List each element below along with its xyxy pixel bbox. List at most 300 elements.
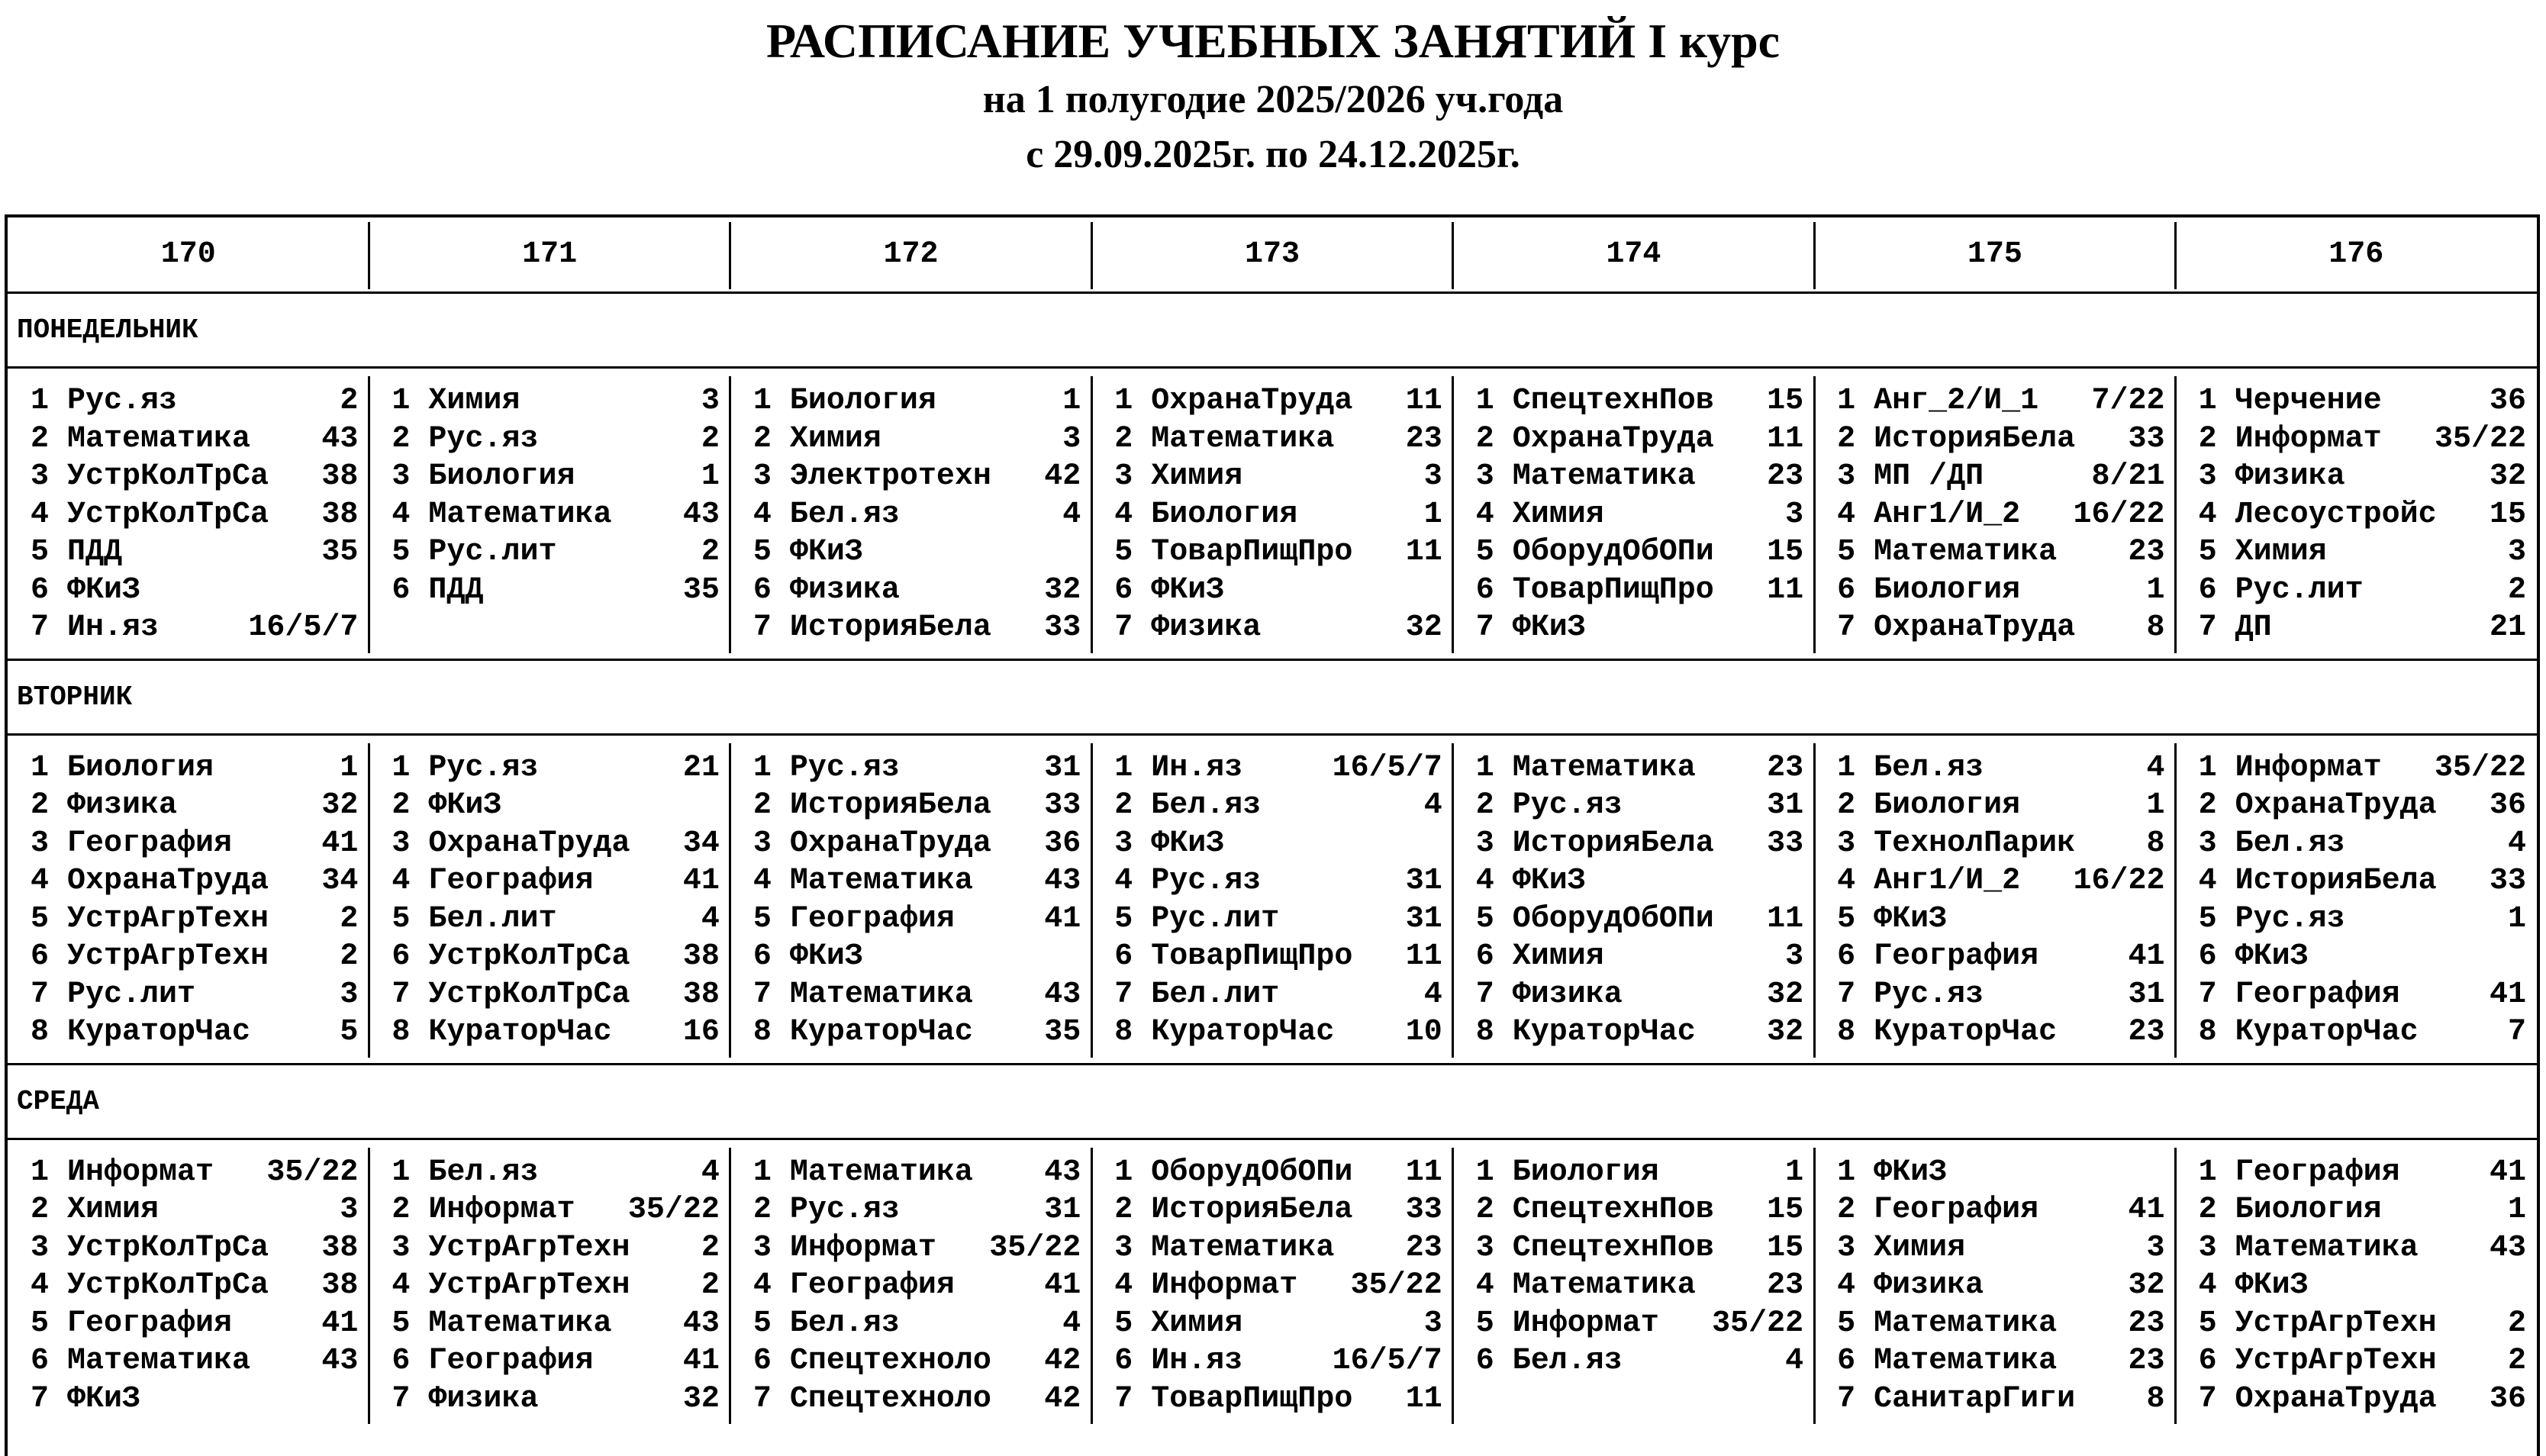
lesson-subject: ОхранаТруда bbox=[1512, 421, 1714, 456]
lesson-number: 4 bbox=[2198, 864, 2217, 898]
lesson-row bbox=[2199, 533, 2526, 572]
lesson-row bbox=[1114, 496, 1442, 534]
group-day-cell bbox=[2176, 1154, 2537, 1419]
lesson-subject: Информат bbox=[2235, 421, 2382, 456]
lesson-subject: ФКиЗ bbox=[428, 788, 502, 823]
lesson-row bbox=[31, 382, 358, 420]
lesson-room: 4 bbox=[1423, 977, 1442, 1012]
lesson-number: 8 bbox=[1475, 1015, 1494, 1049]
lesson-number: 7 bbox=[2198, 1381, 2217, 1416]
lesson-room: 2 bbox=[701, 421, 720, 456]
lesson-number: 5 bbox=[2198, 901, 2217, 936]
schedule-period: на 1 полугодие 2025/2026 уч.года bbox=[982, 78, 1564, 121]
column-divider bbox=[1091, 1148, 1093, 1425]
lesson-subject: Информат bbox=[67, 1155, 214, 1190]
lesson-room: 15 bbox=[1767, 535, 1804, 569]
lesson-room: 11 bbox=[1767, 572, 1804, 607]
lesson-subject: География bbox=[1874, 939, 2039, 974]
lesson-row bbox=[392, 938, 719, 976]
lesson-room: 23 bbox=[1405, 1230, 1442, 1265]
lesson-subject: Бел.яз bbox=[789, 1306, 900, 1341]
lesson-subject: География bbox=[1874, 1193, 2039, 1227]
column-divider bbox=[368, 376, 370, 653]
lesson-room: 3 bbox=[1785, 939, 1804, 974]
lesson-number: 2 bbox=[1837, 788, 1856, 823]
lesson-subject: Математика bbox=[1512, 459, 1696, 494]
lesson-row bbox=[392, 420, 719, 459]
lesson-number: 5 bbox=[31, 901, 50, 936]
lesson-number: 5 bbox=[1114, 535, 1133, 569]
lesson-subject: Математика bbox=[1151, 421, 1335, 456]
lesson-subject: Физика bbox=[2235, 459, 2345, 494]
lesson-subject: Химия bbox=[1874, 1230, 1966, 1265]
lesson-row bbox=[31, 862, 358, 900]
lesson-subject: ТехнолПарик bbox=[1874, 826, 2076, 861]
lesson-number: 3 bbox=[1837, 459, 1856, 494]
lesson-row bbox=[1114, 976, 1442, 1014]
lesson-number: 3 bbox=[31, 1230, 50, 1265]
group-day-cell bbox=[1453, 1154, 1814, 1380]
day-header-row bbox=[8, 661, 2537, 736]
lesson-number: 7 bbox=[1837, 1381, 1856, 1416]
lesson-row bbox=[2199, 1154, 2526, 1192]
lesson-number: 3 bbox=[753, 1230, 772, 1265]
lesson-subject: География bbox=[789, 1268, 955, 1303]
lesson-room: 35 bbox=[682, 572, 720, 607]
lesson-room: 2 bbox=[701, 535, 720, 569]
lesson-row bbox=[392, 533, 719, 572]
lesson-room: 38 bbox=[321, 1230, 359, 1265]
lesson-row bbox=[31, 787, 358, 825]
lesson-row bbox=[753, 1013, 1081, 1052]
lesson-number: 6 bbox=[753, 572, 772, 607]
day-lessons-block bbox=[8, 369, 2537, 661]
lesson-number: 6 bbox=[753, 1344, 772, 1378]
lesson-row bbox=[753, 420, 1081, 459]
lesson-number: 4 bbox=[1475, 864, 1494, 898]
header-column-divider bbox=[1813, 222, 1816, 289]
lesson-number: 7 bbox=[392, 1381, 411, 1416]
lesson-row bbox=[1476, 749, 1803, 788]
lesson-subject: КураторЧас bbox=[1151, 1015, 1335, 1049]
lesson-row bbox=[1114, 1305, 1442, 1343]
lesson-room: 43 bbox=[321, 421, 359, 456]
lesson-number: 4 bbox=[1837, 864, 1856, 898]
lesson-subject: Ин.яз bbox=[1151, 750, 1243, 785]
lesson-room: 41 bbox=[321, 826, 359, 861]
lesson-subject: Математика bbox=[789, 864, 973, 898]
lesson-row bbox=[31, 938, 358, 976]
lesson-number: 7 bbox=[753, 610, 772, 645]
lesson-row bbox=[753, 572, 1081, 610]
lesson-room: 23 bbox=[2128, 1306, 2165, 1341]
lesson-room: 11 bbox=[1405, 939, 1442, 974]
lesson-room: 10 bbox=[1405, 1015, 1442, 1049]
lesson-row bbox=[392, 1380, 719, 1419]
lesson-subject: Математика bbox=[789, 1155, 973, 1190]
lesson-number: 8 bbox=[31, 1015, 50, 1049]
lesson-number: 5 bbox=[392, 901, 411, 936]
lesson-row bbox=[1114, 382, 1442, 420]
lesson-room: 3 bbox=[701, 384, 720, 418]
lesson-row bbox=[392, 1191, 719, 1229]
lesson-room: 2 bbox=[701, 1230, 720, 1265]
day-lessons-block bbox=[8, 1140, 2537, 1432]
lesson-row bbox=[1476, 420, 1803, 459]
lesson-number: 6 bbox=[31, 939, 50, 974]
lesson-number: 3 bbox=[753, 459, 772, 494]
lesson-row bbox=[2199, 1267, 2526, 1305]
lesson-subject: Бел.яз bbox=[789, 497, 900, 532]
lesson-number: 1 bbox=[1837, 1155, 1856, 1190]
lesson-row bbox=[392, 1342, 719, 1380]
lesson-row bbox=[2199, 938, 2526, 976]
lesson-row bbox=[392, 572, 719, 610]
lesson-subject: КураторЧас bbox=[2235, 1015, 2419, 1049]
lesson-subject: Черчение bbox=[2235, 384, 2382, 418]
lesson-row bbox=[1837, 1342, 2164, 1380]
lesson-subject: ПДД bbox=[67, 535, 123, 569]
lesson-row bbox=[392, 862, 719, 900]
lesson-row bbox=[1837, 496, 2164, 534]
lesson-row bbox=[1476, 496, 1803, 534]
column-divider bbox=[729, 1148, 731, 1425]
lesson-subject: Математика bbox=[428, 497, 612, 532]
lesson-subject: Анг1/И_2 bbox=[1874, 497, 2021, 532]
lesson-row bbox=[31, 420, 358, 459]
lesson-subject: КураторЧас bbox=[1874, 1015, 2058, 1049]
lesson-row bbox=[1476, 1154, 1803, 1192]
lesson-room: 1 bbox=[340, 750, 359, 785]
lesson-row bbox=[1114, 1154, 1442, 1192]
lesson-row bbox=[1476, 825, 1803, 863]
column-divider bbox=[1091, 743, 1093, 1058]
lesson-row bbox=[392, 1305, 719, 1343]
lesson-number: 1 bbox=[1475, 750, 1494, 785]
lesson-room: 43 bbox=[682, 1306, 720, 1341]
group-day-cell bbox=[369, 1154, 730, 1419]
lesson-row bbox=[1837, 533, 2164, 572]
lesson-room: 21 bbox=[2489, 610, 2526, 645]
lesson-subject: Спецтехноло bbox=[789, 1344, 991, 1378]
lesson-number: 4 bbox=[31, 1268, 50, 1303]
lesson-row bbox=[392, 749, 719, 788]
lesson-number: 1 bbox=[2198, 750, 2217, 785]
lesson-subject: УстрКолТрСа bbox=[428, 977, 630, 1012]
lesson-row bbox=[392, 1267, 719, 1305]
lesson-row bbox=[753, 1154, 1081, 1192]
lesson-number: 1 bbox=[1475, 1155, 1494, 1190]
lesson-number: 3 bbox=[31, 459, 50, 494]
lesson-room: 35/22 bbox=[1712, 1306, 1804, 1341]
lesson-subject: ФКиЗ bbox=[2235, 939, 2309, 974]
lesson-number: 8 bbox=[2198, 1015, 2217, 1049]
lesson-room: 31 bbox=[1767, 788, 1804, 823]
lesson-subject: КураторЧас bbox=[428, 1015, 612, 1049]
lesson-row bbox=[1114, 458, 1442, 496]
lesson-subject: ИсторияБела bbox=[1874, 421, 2076, 456]
header-column-divider bbox=[1091, 222, 1093, 289]
lesson-subject: Математика bbox=[1151, 1230, 1335, 1265]
lesson-subject: ОборудОбОПи bbox=[1512, 535, 1714, 569]
lesson-subject: Информат bbox=[1151, 1268, 1298, 1303]
lesson-number: 1 bbox=[31, 384, 50, 418]
lesson-subject: ПДД bbox=[428, 572, 484, 607]
lesson-subject: ОхранаТруда bbox=[1151, 384, 1353, 418]
lesson-subject: Биология bbox=[1874, 572, 2021, 607]
lesson-room: 32 bbox=[682, 1381, 720, 1416]
lesson-room: 23 bbox=[1767, 1268, 1804, 1303]
lesson-room: 42 bbox=[1044, 1344, 1081, 1378]
lesson-row bbox=[2199, 749, 2526, 788]
lesson-number: 5 bbox=[1475, 1306, 1494, 1341]
lesson-subject: ФКиЗ bbox=[1151, 572, 1225, 607]
group-day-cell bbox=[8, 1154, 369, 1419]
lesson-subject: Математика bbox=[1874, 1344, 2058, 1378]
day-header-row bbox=[8, 294, 2537, 369]
lesson-subject: Химия bbox=[2235, 535, 2327, 569]
lesson-row bbox=[1114, 787, 1442, 825]
lesson-room: 23 bbox=[2128, 535, 2165, 569]
group-day-cell bbox=[2176, 382, 2537, 647]
lesson-row bbox=[1114, 1013, 1442, 1052]
lesson-subject: Рус.лит bbox=[67, 977, 196, 1012]
lesson-number: 3 bbox=[1114, 1230, 1133, 1265]
lesson-room: 36 bbox=[2489, 1381, 2526, 1416]
lesson-subject: Физика bbox=[1874, 1268, 1984, 1303]
lesson-room: 31 bbox=[1405, 864, 1442, 898]
lesson-number: 3 bbox=[1475, 459, 1494, 494]
lesson-number: 2 bbox=[753, 421, 772, 456]
group-day-cell bbox=[1814, 749, 2175, 1052]
lesson-room: 41 bbox=[682, 1344, 720, 1378]
lesson-room: 1 bbox=[1785, 1155, 1804, 1190]
lesson-room: 43 bbox=[1044, 1155, 1081, 1190]
lesson-room: 43 bbox=[2489, 1230, 2526, 1265]
lesson-row bbox=[753, 382, 1081, 420]
lesson-subject: Физика bbox=[1151, 610, 1262, 645]
group-day-cell bbox=[2176, 749, 2537, 1052]
lesson-number: 4 bbox=[31, 497, 50, 532]
lesson-row bbox=[1114, 1267, 1442, 1305]
lesson-room: 42 bbox=[1044, 459, 1081, 494]
lesson-subject: Рус.яз bbox=[789, 1193, 900, 1227]
lesson-number: 2 bbox=[1475, 421, 1494, 456]
lesson-row bbox=[31, 1013, 358, 1052]
group-header: 170 bbox=[160, 237, 216, 272]
group-day-cell bbox=[8, 382, 369, 647]
lesson-room: 4 bbox=[701, 901, 720, 936]
lesson-number: 4 bbox=[392, 497, 411, 532]
lesson-row bbox=[1837, 1380, 2164, 1419]
lesson-row bbox=[1476, 1191, 1803, 1229]
lesson-number: 4 bbox=[392, 864, 411, 898]
lesson-subject: Математика bbox=[67, 1344, 251, 1378]
lesson-row bbox=[392, 458, 719, 496]
lesson-row bbox=[753, 938, 1081, 976]
lesson-number: 5 bbox=[753, 535, 772, 569]
lesson-row bbox=[1114, 572, 1442, 610]
column-divider bbox=[368, 1148, 370, 1425]
group-header: 172 bbox=[883, 237, 939, 272]
lesson-subject: Рус.яз bbox=[67, 384, 178, 418]
lesson-subject: ФКиЗ bbox=[67, 1381, 141, 1416]
lesson-number: 6 bbox=[392, 572, 411, 607]
group-day-cell bbox=[1091, 1154, 1452, 1419]
lesson-room: 38 bbox=[321, 459, 359, 494]
header-column-divider bbox=[1452, 222, 1454, 289]
lesson-row bbox=[392, 1013, 719, 1052]
lesson-subject: Математика bbox=[1512, 1268, 1696, 1303]
lesson-room: 35/22 bbox=[627, 1193, 720, 1227]
lesson-subject: ОхранаТруда bbox=[428, 826, 630, 861]
schedule-title-block bbox=[0, 11, 2546, 180]
lesson-subject: УстрКолТрСа bbox=[67, 1230, 269, 1265]
lesson-number: 6 bbox=[31, 572, 50, 607]
lesson-number: 3 bbox=[392, 459, 411, 494]
lesson-row bbox=[31, 1154, 358, 1192]
lesson-row bbox=[1837, 1229, 2164, 1268]
lesson-number: 1 bbox=[753, 384, 772, 418]
lesson-row bbox=[753, 900, 1081, 939]
lesson-room: 32 bbox=[2489, 459, 2526, 494]
lesson-number: 5 bbox=[31, 535, 50, 569]
lesson-room: 11 bbox=[1405, 535, 1442, 569]
lesson-room: 3 bbox=[1062, 421, 1081, 456]
lesson-subject: Биология bbox=[2235, 1193, 2382, 1227]
lesson-number: 6 bbox=[1837, 1344, 1856, 1378]
lesson-number: 6 bbox=[1837, 939, 1856, 974]
day-label: СРЕДА bbox=[17, 1085, 100, 1117]
lesson-subject: Математика bbox=[1874, 535, 2058, 569]
lesson-row bbox=[753, 1191, 1081, 1229]
lesson-row bbox=[31, 572, 358, 610]
lesson-number: 7 bbox=[392, 977, 411, 1012]
lesson-row bbox=[1114, 1342, 1442, 1380]
lesson-row bbox=[753, 976, 1081, 1014]
lesson-subject: ОборудОбОПи bbox=[1151, 1155, 1353, 1190]
lesson-row bbox=[753, 1267, 1081, 1305]
lesson-row bbox=[1114, 1229, 1442, 1268]
lesson-subject: ИсторияБела bbox=[789, 610, 991, 645]
lesson-subject: Лесоустройс bbox=[2235, 497, 2437, 532]
lesson-row bbox=[1837, 900, 2164, 939]
lesson-subject: ФКиЗ bbox=[67, 572, 141, 607]
lesson-room: 33 bbox=[2128, 421, 2165, 456]
lesson-subject: ОхранаТруда bbox=[2235, 1381, 2437, 1416]
lesson-row bbox=[1476, 938, 1803, 976]
lesson-subject: Химия bbox=[1151, 459, 1243, 494]
lesson-number: 2 bbox=[392, 1193, 411, 1227]
lesson-number: 5 bbox=[1114, 1306, 1133, 1341]
lesson-number: 2 bbox=[753, 1193, 772, 1227]
lesson-room: 15 bbox=[1767, 1230, 1804, 1265]
lesson-room: 41 bbox=[2489, 977, 2526, 1012]
lesson-subject: Анг_2/И_1 bbox=[1874, 384, 2039, 418]
lesson-room: 11 bbox=[1767, 421, 1804, 456]
lesson-room: 34 bbox=[682, 826, 720, 861]
column-divider bbox=[1813, 1148, 1816, 1425]
group-header: 171 bbox=[522, 237, 578, 272]
lesson-room: 41 bbox=[321, 1306, 359, 1341]
lesson-room: 16/22 bbox=[2073, 497, 2165, 532]
lesson-number: 3 bbox=[2198, 1230, 2217, 1265]
lesson-row bbox=[392, 787, 719, 825]
lesson-room: 8 bbox=[2146, 826, 2165, 861]
lesson-room: 32 bbox=[321, 788, 359, 823]
lesson-subject: ФКиЗ bbox=[2235, 1268, 2309, 1303]
lesson-row bbox=[31, 533, 358, 572]
lesson-room: 35/22 bbox=[2434, 750, 2526, 785]
lesson-room: 38 bbox=[682, 939, 720, 974]
lesson-room: 43 bbox=[1044, 864, 1081, 898]
lesson-number: 6 bbox=[392, 1344, 411, 1378]
lesson-room: 41 bbox=[2128, 939, 2165, 974]
lesson-room: 31 bbox=[1405, 901, 1442, 936]
lesson-number: 2 bbox=[392, 421, 411, 456]
lesson-number: 6 bbox=[1475, 939, 1494, 974]
header-column-divider bbox=[729, 222, 731, 289]
lesson-room: 15 bbox=[1767, 384, 1804, 418]
lesson-number: 3 bbox=[1837, 826, 1856, 861]
lesson-subject: Химия bbox=[789, 421, 881, 456]
lesson-subject: УстрКолТрСа bbox=[67, 497, 269, 532]
schedule-table bbox=[5, 214, 2540, 1456]
lesson-subject: УстрАгрТехн bbox=[2235, 1306, 2437, 1341]
lesson-subject: Рус.лит bbox=[1151, 901, 1280, 936]
lesson-row bbox=[1837, 862, 2164, 900]
lesson-room: 11 bbox=[1405, 1381, 1442, 1416]
lesson-row bbox=[753, 496, 1081, 534]
lesson-row bbox=[2199, 420, 2526, 459]
lesson-subject: ФКиЗ bbox=[1874, 1155, 1948, 1190]
lesson-number: 3 bbox=[1475, 826, 1494, 861]
lesson-number: 7 bbox=[1114, 610, 1133, 645]
lesson-subject: ИсторияБела bbox=[1512, 826, 1714, 861]
lesson-number: 3 bbox=[1837, 1230, 1856, 1265]
lesson-number: 7 bbox=[1837, 977, 1856, 1012]
lesson-number: 6 bbox=[2198, 939, 2217, 974]
group-header: 173 bbox=[1244, 237, 1300, 272]
lesson-room: 16/22 bbox=[2073, 864, 2165, 898]
lesson-room: 1 bbox=[2507, 1193, 2526, 1227]
group-day-cell bbox=[730, 749, 1091, 1052]
lesson-row bbox=[753, 825, 1081, 863]
lesson-row bbox=[753, 749, 1081, 788]
lesson-room: 1 bbox=[1062, 384, 1081, 418]
lesson-subject: География bbox=[2235, 1155, 2400, 1190]
lesson-row bbox=[1476, 382, 1803, 420]
lesson-subject: Биология bbox=[67, 750, 214, 785]
lesson-row bbox=[392, 382, 719, 420]
lesson-subject: ОборудОбОПи bbox=[1512, 901, 1714, 936]
lesson-room: 41 bbox=[2489, 1155, 2526, 1190]
lesson-room: 33 bbox=[1405, 1193, 1442, 1227]
lesson-number: 1 bbox=[753, 1155, 772, 1190]
lesson-row bbox=[2199, 1191, 2526, 1229]
lesson-subject: География bbox=[67, 1306, 233, 1341]
lesson-number: 1 bbox=[31, 750, 50, 785]
lesson-subject: География bbox=[67, 826, 233, 861]
lesson-number: 5 bbox=[1837, 535, 1856, 569]
lesson-room: 16/5/7 bbox=[1332, 1344, 1442, 1378]
group-header-row bbox=[8, 217, 2537, 294]
lesson-subject: Биология bbox=[1874, 788, 2021, 823]
column-divider bbox=[2174, 1148, 2177, 1425]
lesson-subject: СпецтехнПов bbox=[1512, 1230, 1714, 1265]
lesson-subject: ОхранаТруда bbox=[2235, 788, 2437, 823]
lesson-row bbox=[2199, 1342, 2526, 1380]
